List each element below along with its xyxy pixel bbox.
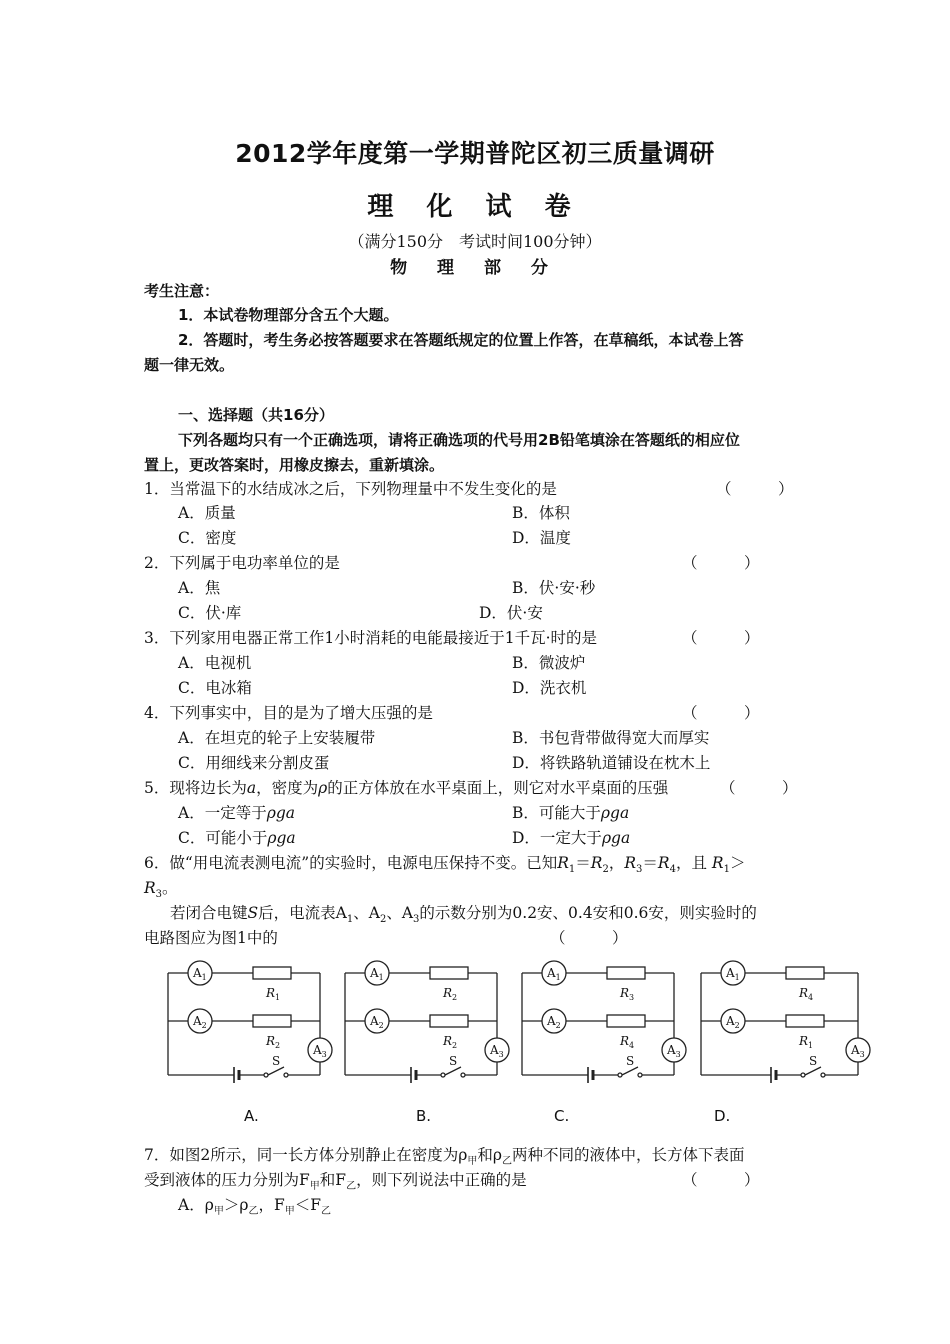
question-2-option-c[interactable]: C．伏·库: [178, 604, 242, 622]
part1-instructions-cont: 置上，更改答案时，用橡皮擦去，重新填涂。: [144, 456, 445, 474]
question-2-stem: 2．下列属于电功率单位的是: [144, 554, 340, 572]
question-4-answer-blank[interactable]: （ ）: [682, 704, 760, 722]
question-5-stem: 5．现将边长为a，密度为ρ的正方体放在水平桌面上，则它对水平桌面的压强: [144, 779, 669, 797]
svg-text:A1: $A_1$: [726, 966, 740, 982]
svg-text:A1: $A_1$: [370, 966, 384, 982]
svg-text:R2: $R_2$: [443, 986, 458, 1002]
svg-text:R1: $R_1$: [799, 1034, 814, 1050]
question-7-answer-blank[interactable]: （ ）: [682, 1171, 760, 1189]
question-2-option-d[interactable]: D．伏·安: [479, 604, 543, 622]
svg-text:R4: $R_4$: [620, 1034, 635, 1050]
circuit-diagram-b[interactable]: [337, 955, 517, 1085]
svg-text:S: S: [626, 1054, 635, 1068]
question-5-option-c[interactable]: C．可能小于ρga: [178, 829, 296, 847]
svg-text:R4: $R_4$: [799, 986, 814, 1002]
question-2-option-a[interactable]: A．焦: [178, 579, 221, 597]
svg-text:A2: $A_2$: [547, 1014, 561, 1030]
question-4-option-d[interactable]: D．将铁路轨道铺设在枕木上: [512, 754, 711, 772]
exam-subtitle: 理 化 试 卷: [367, 192, 583, 222]
question-5-option-a[interactable]: A．一定等于ρga: [178, 804, 295, 822]
question-4-option-c[interactable]: C．用细线来分割皮蛋: [178, 754, 330, 772]
question-1-option-c[interactable]: C．密度: [178, 529, 237, 547]
question-4-option-b[interactable]: B．书包背带做得宽大而厚实: [512, 729, 710, 747]
notice-heading: 考生注意：: [144, 282, 220, 300]
figure-label-d: D.: [714, 1107, 731, 1125]
figure-label-b: B.: [416, 1107, 432, 1125]
circuit-diagram-a[interactable]: [160, 955, 340, 1085]
question-6-stem-end: 电路图应为图1中的: [144, 929, 278, 947]
question-1-option-b[interactable]: B．体积: [512, 504, 570, 522]
svg-text:A3: $A_3$: [667, 1043, 681, 1059]
circuit-diagram-c[interactable]: [514, 955, 694, 1085]
circuit-diagram-d[interactable]: [693, 955, 883, 1085]
svg-text:R2: $R_2$: [266, 1034, 281, 1050]
question-4-option-a[interactable]: A．在坦克的轮子上安装履带: [178, 729, 376, 747]
figure-label-c: C.: [554, 1107, 570, 1125]
svg-text:A2: $A_2$: [370, 1014, 384, 1030]
svg-text:A3: $A_3$: [313, 1043, 327, 1059]
question-2-option-b[interactable]: B．伏·安·秒: [512, 579, 596, 597]
question-3-answer-blank[interactable]: （ ）: [682, 629, 760, 647]
question-3-stem: 3．下列家用电器正常工作1小时消耗的电能最接近于1千瓦·时的是: [144, 629, 598, 647]
question-6-stem: 6．做“用电流表测电流”的实验时，电源电压保持不变。已知$R_1=R_2$，$R_3=R_4$，且 $R_1>$: [144, 854, 746, 876]
question-6-condition: 若闭合电键S后，电流表$A_1$、$A_2$、$A_3$的示数分别为0.2安、0.4安和0.6安，则实验时的: [170, 904, 757, 926]
question-1-option-a[interactable]: A．质量: [178, 504, 236, 522]
section-title: 物 理 部 分: [390, 258, 560, 278]
question-3-option-d[interactable]: D．洗衣机: [512, 679, 587, 697]
part1-heading: 一、选择题（共16分）: [178, 406, 334, 424]
part1-instructions: 下列各题均只有一个正确选项，请将正确选项的代号用2B铅笔填涂在答题纸的相应位: [178, 431, 740, 449]
svg-text:S: S: [449, 1054, 458, 1068]
question-5-option-d[interactable]: D．一定大于ρga: [512, 829, 631, 847]
exam-title: 2012学年度第一学期普陀区初三质量调研: [235, 139, 715, 168]
svg-text:A1: $A_1$: [547, 966, 561, 982]
question-7-option-a[interactable]: A．$\rho_甲>\rho_乙$，$F_甲<F_乙$: [178, 1196, 332, 1218]
question-7-stem: 7．如图2所示，同一长方体分别静止在密度为$\rho_甲$和$\rho_乙$两种不同的液体中，长方体下表面: [144, 1146, 745, 1168]
question-2-answer-blank[interactable]: （ ）: [682, 554, 760, 572]
svg-text:A2: $A_2$: [193, 1014, 207, 1030]
question-6-answer-blank[interactable]: （ ）: [550, 929, 628, 947]
question-1-stem: 1．当常温下的水结成冰之后，下列物理量中不发生变化的是: [144, 480, 557, 498]
question-5-answer-blank[interactable]: （ ）: [720, 779, 798, 797]
notice-item-2-cont: 题一律无效。: [144, 356, 235, 374]
figure-label-a: A.: [244, 1107, 259, 1125]
svg-text:S: S: [809, 1054, 818, 1068]
question-1-answer-blank[interactable]: （ ）: [716, 480, 794, 498]
svg-text:R3: $R_3$: [620, 986, 635, 1002]
question-6-stem-cont: $R_3$。: [144, 879, 178, 901]
svg-text:A1: $A_1$: [193, 966, 207, 982]
question-3-option-a[interactable]: A．电视机: [178, 654, 252, 672]
svg-text:A2: $A_2$: [726, 1014, 740, 1030]
question-3-option-b[interactable]: B．微波炉: [512, 654, 586, 672]
notice-item-1: 1．本试卷物理部分含五个大题。: [178, 306, 399, 324]
svg-text:S: S: [272, 1054, 281, 1068]
question-7-stem-cont: 受到液体的压力分别为$F_甲$和$F_乙$，则下列说法中正确的是: [144, 1171, 527, 1193]
svg-text:R2: $R_2$: [443, 1034, 458, 1050]
question-1-option-d[interactable]: D．温度: [512, 529, 571, 547]
question-3-option-c[interactable]: C．电冰箱: [178, 679, 252, 697]
exam-meta: （满分150分 考试时间100分钟）: [348, 232, 602, 251]
question-4-stem: 4．下列事实中，目的是为了增大压强的是: [144, 704, 433, 722]
svg-text:A3: $A_3$: [851, 1043, 865, 1059]
question-5-option-b[interactable]: B．可能大于ρga: [512, 804, 630, 822]
svg-text:R1: $R_1$: [266, 986, 281, 1002]
svg-text:A3: $A_3$: [490, 1043, 504, 1059]
notice-item-2: 2．答题时，考生务必按答题要求在答题纸规定的位置上作答，在草稿纸，本试卷上答: [178, 331, 744, 349]
